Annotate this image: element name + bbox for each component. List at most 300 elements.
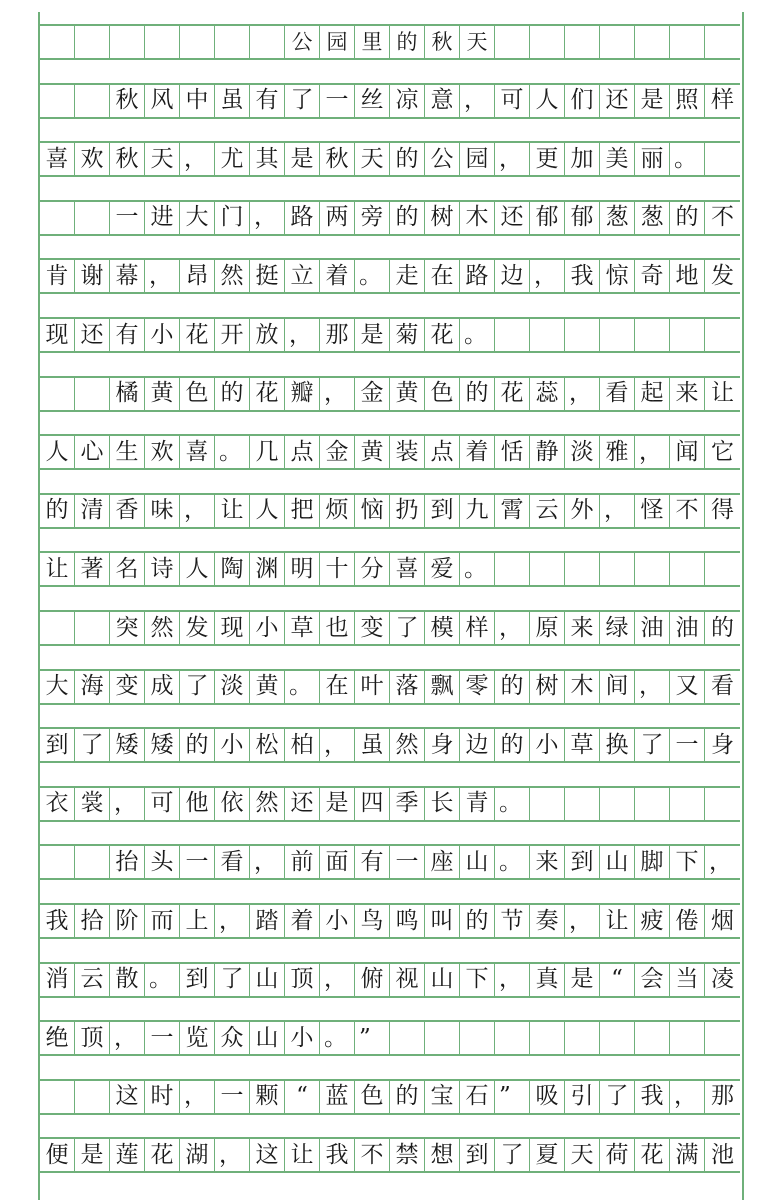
grid-cell: 了 — [600, 1081, 635, 1113]
grid-cell: 然 — [390, 729, 425, 761]
grid-cell: 。 — [670, 143, 705, 175]
grid-cell: ， — [709, 848, 732, 875]
grid-cell: 昂 — [180, 260, 215, 292]
grid-cell: 树 — [530, 671, 565, 703]
grid-cell: 有 — [355, 846, 390, 878]
text-row — [40, 903, 740, 939]
grid-cell: 下 — [670, 846, 705, 878]
text-row — [40, 317, 740, 353]
grid-cell — [460, 1022, 495, 1054]
grid-cell: 十 — [320, 553, 355, 585]
grid-cell: 秋 — [425, 26, 460, 58]
grid-cell: 现 — [40, 319, 75, 351]
grid-cell: 的 — [460, 905, 495, 937]
grid-cell: 样 — [711, 87, 734, 114]
grid-cell: 走 — [390, 260, 425, 292]
grid-cell: 尤 — [215, 143, 250, 175]
grid-cell: 颗 — [250, 1081, 285, 1113]
text-row — [40, 493, 740, 529]
grid-cell — [75, 846, 110, 878]
grid-cell: 青 — [460, 788, 495, 820]
grid-cell — [705, 319, 740, 351]
grid-cell: ” — [495, 1081, 530, 1113]
grid-cell: 花 — [425, 319, 460, 351]
grid-cell — [40, 26, 75, 58]
grid-cell: ， — [180, 143, 215, 175]
grid-cell: ， — [600, 495, 635, 527]
grid-cell: 油 — [670, 612, 705, 644]
grid-cell: 还 — [495, 202, 530, 234]
grid-cell: ， — [495, 143, 530, 175]
text-row — [40, 200, 740, 236]
grid-cell: 风 — [145, 85, 180, 117]
grid-cell: ， — [250, 846, 285, 878]
grid-cell: 现 — [215, 612, 250, 644]
grid-cell: 。 — [145, 964, 180, 996]
grid-cell: ， — [110, 1022, 145, 1054]
grid-cell: 怪 — [635, 495, 670, 527]
text-row — [40, 1137, 740, 1173]
grid-cell: 色 — [425, 378, 460, 410]
grid-cell: 着 — [460, 436, 495, 468]
grid-cell: 两 — [320, 202, 355, 234]
grid-cell: 淡 — [215, 671, 250, 703]
grid-cell: 路 — [460, 260, 495, 292]
grid-cell: 莲 — [110, 1139, 145, 1171]
grid-cell: 木 — [460, 202, 495, 234]
grid-cell — [75, 612, 110, 644]
grid-cell: ， — [215, 905, 250, 937]
grid-cell: 。 — [215, 436, 250, 468]
grid-cell — [600, 788, 635, 820]
grid-cell — [40, 202, 75, 234]
grid-cell: 公 — [425, 143, 460, 175]
grid-cell: 长 — [425, 788, 460, 820]
grid-cell: 丝 — [355, 85, 390, 117]
text-row — [40, 434, 740, 470]
grid-cell: 烦 — [320, 495, 355, 527]
grid-cell: 叫 — [425, 905, 460, 937]
grid-cell: 宝 — [425, 1081, 460, 1113]
grid-cell: 美 — [600, 143, 635, 175]
grid-cell: 天 — [565, 1139, 600, 1171]
grid-cell: 虽 — [355, 729, 390, 761]
grid-cell: 叶 — [355, 671, 390, 703]
grid-cell: 秋 — [110, 143, 145, 175]
grid-cell: 是 — [565, 964, 600, 996]
grid-cell: 草 — [285, 612, 320, 644]
grid-cell: 踏 — [250, 905, 285, 937]
grid-cell: 身 — [425, 729, 460, 761]
grid-cell — [635, 1022, 670, 1054]
text-row — [40, 1020, 740, 1056]
grid-cell: 恼 — [355, 495, 390, 527]
grid-cell: 木 — [565, 671, 600, 703]
grid-cell: 蓝 — [320, 1081, 355, 1113]
grid-cell: 葱 — [600, 202, 635, 234]
grid-cell: 的 — [711, 614, 734, 641]
grid-cell: 当 — [670, 964, 705, 996]
grid-cell: ， — [635, 671, 670, 703]
grid-cell: 雅 — [600, 436, 635, 468]
grid-cell: 把 — [285, 495, 320, 527]
grid-cell: ， — [180, 1081, 215, 1113]
grid-cell: 间 — [600, 671, 635, 703]
grid-cell: 还 — [285, 788, 320, 820]
grid-cell: 零 — [460, 671, 495, 703]
grid-cell — [75, 1081, 110, 1113]
grid-cell — [530, 26, 565, 58]
grid-cell: 有 — [250, 85, 285, 117]
grid-cell: ， — [145, 260, 180, 292]
grid-cell: 山 — [425, 964, 460, 996]
grid-cell: 着 — [285, 905, 320, 937]
text-row — [40, 786, 740, 822]
grid-cell: 大 — [40, 671, 75, 703]
grid-cell: 换 — [600, 729, 635, 761]
grid-cell: ， — [110, 788, 145, 820]
grid-cell: 小 — [215, 729, 250, 761]
grid-cell: 众 — [215, 1022, 250, 1054]
grid-cell: 一 — [320, 85, 355, 117]
grid-cell: 霄 — [495, 495, 530, 527]
grid-cell: 山 — [600, 846, 635, 878]
grid-cell: 里 — [355, 26, 390, 58]
grid-cell — [530, 1022, 565, 1054]
grid-cell: 他 — [180, 788, 215, 820]
grid-cell — [110, 26, 145, 58]
grid-cell: 来 — [530, 846, 565, 878]
grid-cell — [600, 553, 635, 585]
grid-cell — [635, 553, 670, 585]
grid-cell: 人 — [180, 553, 215, 585]
text-row — [40, 376, 740, 412]
grid-cell: 草 — [565, 729, 600, 761]
grid-cell: 下 — [460, 964, 495, 996]
grid-cell: 的 — [390, 26, 425, 58]
grid-cell: 我 — [40, 905, 75, 937]
grid-cell: 大 — [180, 202, 215, 234]
grid-cell: 人 — [530, 85, 565, 117]
grid-cell: 的 — [670, 202, 705, 234]
grid-cell: ， — [670, 1081, 705, 1113]
grid-cell: 矮 — [145, 729, 180, 761]
grid-cell: ” — [355, 1022, 390, 1054]
grid-cell: 海 — [75, 671, 110, 703]
grid-cell: 恬 — [495, 436, 530, 468]
grid-cell — [75, 202, 110, 234]
grid-cell — [145, 26, 180, 58]
grid-cell: 的 — [390, 202, 425, 234]
grid-cell: 奇 — [635, 260, 670, 292]
grid-cell: 不 — [711, 204, 734, 231]
grid-cell: 路 — [285, 202, 320, 234]
grid-cell: “ — [600, 964, 635, 996]
grid-cell — [530, 319, 565, 351]
grid-cell — [40, 1081, 75, 1113]
grid-cell: 色 — [355, 1081, 390, 1113]
grid-cell: 爱 — [425, 553, 460, 585]
grid-cell — [530, 788, 565, 820]
grid-cell: 是 — [285, 143, 320, 175]
grid-cell: 抬 — [110, 846, 145, 878]
grid-cell: 葱 — [635, 202, 670, 234]
grid-cell: 花 — [495, 378, 530, 410]
grid-cell: 湖 — [180, 1139, 215, 1171]
grid-cell: 橘 — [110, 378, 145, 410]
grid-cell: 让 — [40, 553, 75, 585]
grid-cell: 外 — [565, 495, 600, 527]
grid-cell: 生 — [110, 436, 145, 468]
grid-cell: 着 — [320, 260, 355, 292]
grid-cell: 。 — [460, 553, 495, 585]
grid-cell — [635, 788, 670, 820]
grid-cell — [425, 1022, 460, 1054]
grid-cell: 。 — [495, 788, 530, 820]
grid-cell — [565, 788, 600, 820]
grid-cell: 我 — [565, 260, 600, 292]
grid-cell: 这 — [110, 1081, 145, 1113]
grid-cell: 想 — [425, 1139, 460, 1171]
grid-cell: 绿 — [600, 612, 635, 644]
grid-cell: 肯 — [40, 260, 75, 292]
grid-cell: ， — [635, 436, 670, 468]
grid-cell: 中 — [180, 85, 215, 117]
grid-cell: 园 — [460, 143, 495, 175]
grid-cell: 明 — [285, 553, 320, 585]
grid-cell: 来 — [565, 612, 600, 644]
grid-cell: 来 — [670, 378, 705, 410]
grid-cell — [40, 846, 75, 878]
grid-cell: 丽 — [635, 143, 670, 175]
grid-cell: 发 — [180, 612, 215, 644]
grid-cell — [600, 1022, 635, 1054]
grid-cell: 静 — [530, 436, 565, 468]
grid-cell — [670, 26, 705, 58]
grid-cell: 天 — [460, 26, 495, 58]
grid-cell: 而 — [145, 905, 180, 937]
grid-cell: 荷 — [600, 1139, 635, 1171]
grid-cell: 身 — [711, 731, 734, 758]
grid-cell: 一 — [390, 846, 425, 878]
grid-cell: 云 — [530, 495, 565, 527]
grid-cell — [390, 1022, 425, 1054]
grid-cell: 成 — [145, 671, 180, 703]
grid-cell: 到 — [40, 729, 75, 761]
grid-cell: 上 — [180, 905, 215, 937]
text-row — [40, 141, 740, 177]
grid-cell: 边 — [460, 729, 495, 761]
grid-cell: 天 — [355, 143, 390, 175]
grid-cell: 惊 — [600, 260, 635, 292]
grid-cell: 开 — [215, 319, 250, 351]
grid-cell: ， — [565, 905, 600, 937]
grid-cell — [705, 143, 740, 175]
grid-cell: 时 — [145, 1081, 180, 1113]
grid-cell: 九 — [460, 495, 495, 527]
grid-cell: 绝 — [40, 1022, 75, 1054]
text-row — [40, 844, 740, 880]
grid-cell: 秋 — [110, 85, 145, 117]
grid-cell: 喜 — [40, 143, 75, 175]
grid-cell: 云 — [75, 964, 110, 996]
grid-cell: 鸣 — [390, 905, 425, 937]
grid-cell: ， — [180, 495, 215, 527]
grid-cell: 疲 — [635, 905, 670, 937]
grid-cell: 立 — [285, 260, 320, 292]
grid-cell: 点 — [285, 436, 320, 468]
grid-cell: 吸 — [530, 1081, 565, 1113]
grid-cell — [565, 553, 600, 585]
grid-cell — [670, 1022, 705, 1054]
grid-cell: 蕊 — [530, 378, 565, 410]
grid-cell: 视 — [390, 964, 425, 996]
grid-cell: 矮 — [110, 729, 145, 761]
grid-cell: 四 — [355, 788, 390, 820]
grid-cell: 面 — [320, 846, 355, 878]
grid-cell: 欢 — [75, 143, 110, 175]
text-row — [40, 258, 740, 294]
grid-cell: 引 — [565, 1081, 600, 1113]
grid-cell: 拾 — [75, 905, 110, 937]
grid-cell: 门 — [215, 202, 250, 234]
grid-cell: ， — [320, 964, 355, 996]
grid-cell: 飘 — [425, 671, 460, 703]
grid-cell — [670, 788, 705, 820]
grid-cell: 的 — [390, 1081, 425, 1113]
grid-cell: 更 — [530, 143, 565, 175]
grid-cell: 菊 — [390, 319, 425, 351]
grid-cell: 看 — [711, 673, 734, 700]
grid-cell: 黄 — [250, 671, 285, 703]
grid-cell: 了 — [75, 729, 110, 761]
grid-cell: 可 — [495, 85, 530, 117]
grid-cell: 装 — [390, 436, 425, 468]
grid-cell: 在 — [320, 671, 355, 703]
grid-cell: 照 — [670, 85, 705, 117]
grid-cell: 了 — [215, 964, 250, 996]
text-row — [40, 962, 740, 998]
text-row — [40, 1079, 740, 1115]
grid-cell: 变 — [355, 612, 390, 644]
grid-cell: 模 — [425, 612, 460, 644]
grid-cell: 这 — [250, 1139, 285, 1171]
grid-cell: 依 — [215, 788, 250, 820]
grid-cell — [600, 319, 635, 351]
grid-cell: 花 — [635, 1139, 670, 1171]
grid-cell: 了 — [285, 85, 320, 117]
grid-cell: 。 — [355, 260, 390, 292]
composition-grid-paper — [38, 12, 744, 1200]
text-row — [40, 551, 740, 587]
grid-cell: 加 — [565, 143, 600, 175]
grid-cell: 的 — [215, 378, 250, 410]
grid-cell: 柏 — [285, 729, 320, 761]
grid-cell: 是 — [635, 85, 670, 117]
grid-cell — [565, 319, 600, 351]
grid-cell: 真 — [530, 964, 565, 996]
grid-cell: 顶 — [75, 1022, 110, 1054]
grid-cell: 山 — [460, 846, 495, 878]
grid-cell: 我 — [320, 1139, 355, 1171]
grid-cell: 发 — [711, 262, 734, 289]
grid-cell — [670, 319, 705, 351]
grid-cell: 凉 — [390, 85, 425, 117]
grid-cell: 小 — [285, 1022, 320, 1054]
grid-cell: 的 — [495, 671, 530, 703]
grid-cell: 的 — [460, 378, 495, 410]
grid-cell: 有 — [110, 319, 145, 351]
grid-cell: 放 — [250, 319, 285, 351]
grid-cell — [495, 1022, 530, 1054]
grid-cell: 园 — [320, 26, 355, 58]
grid-cell: 郁 — [565, 202, 600, 234]
grid-cell: 消 — [40, 964, 75, 996]
grid-cell: 黄 — [390, 378, 425, 410]
grid-cell: 油 — [635, 612, 670, 644]
grid-cell: 山 — [250, 964, 285, 996]
grid-cell: 渊 — [250, 553, 285, 585]
grid-cell: 的 — [180, 729, 215, 761]
grid-cell — [40, 85, 75, 117]
grid-cell: 凌 — [711, 966, 734, 993]
grid-cell: 它 — [711, 438, 734, 465]
grid-cell: 然 — [250, 788, 285, 820]
grid-cell: 石 — [460, 1081, 495, 1113]
grid-cell: 是 — [320, 788, 355, 820]
grid-cell: “ — [285, 1081, 320, 1113]
grid-cell: 郁 — [530, 202, 565, 234]
grid-cell: 淡 — [565, 436, 600, 468]
grid-cell: 花 — [250, 378, 285, 410]
title-row — [40, 24, 740, 60]
grid-cell: 公 — [285, 26, 320, 58]
grid-cell: ， — [215, 1139, 250, 1171]
grid-cell — [635, 319, 670, 351]
grid-cell: 季 — [390, 788, 425, 820]
grid-cell: 们 — [565, 85, 600, 117]
grid-cell: 人 — [40, 436, 75, 468]
grid-cell: ， — [460, 85, 495, 117]
grid-cell: 小 — [250, 612, 285, 644]
grid-cell — [600, 26, 635, 58]
grid-cell: 不 — [355, 1139, 390, 1171]
grid-cell: 。 — [495, 846, 530, 878]
grid-cell: 点 — [425, 436, 460, 468]
grid-cell — [705, 26, 740, 58]
grid-cell: 黄 — [145, 378, 180, 410]
grid-cell: 让 — [215, 495, 250, 527]
grid-cell — [565, 26, 600, 58]
grid-cell: 到 — [460, 1139, 495, 1171]
grid-cell — [670, 553, 705, 585]
grid-cell: 幕 — [110, 260, 145, 292]
grid-cell: 池 — [711, 1141, 734, 1168]
grid-cell: 瓣 — [285, 378, 320, 410]
grid-cell: 禁 — [390, 1139, 425, 1171]
grid-cell: 我 — [635, 1081, 670, 1113]
grid-cell: 闻 — [670, 436, 705, 468]
grid-cell: 天 — [145, 143, 180, 175]
grid-cell: 山 — [250, 1022, 285, 1054]
grid-cell: 那 — [711, 1083, 734, 1110]
grid-cell — [75, 26, 110, 58]
grid-cell: 花 — [180, 319, 215, 351]
grid-cell — [495, 553, 530, 585]
grid-cell: 色 — [180, 378, 215, 410]
grid-cell: 得 — [711, 497, 734, 524]
grid-cell — [495, 26, 530, 58]
